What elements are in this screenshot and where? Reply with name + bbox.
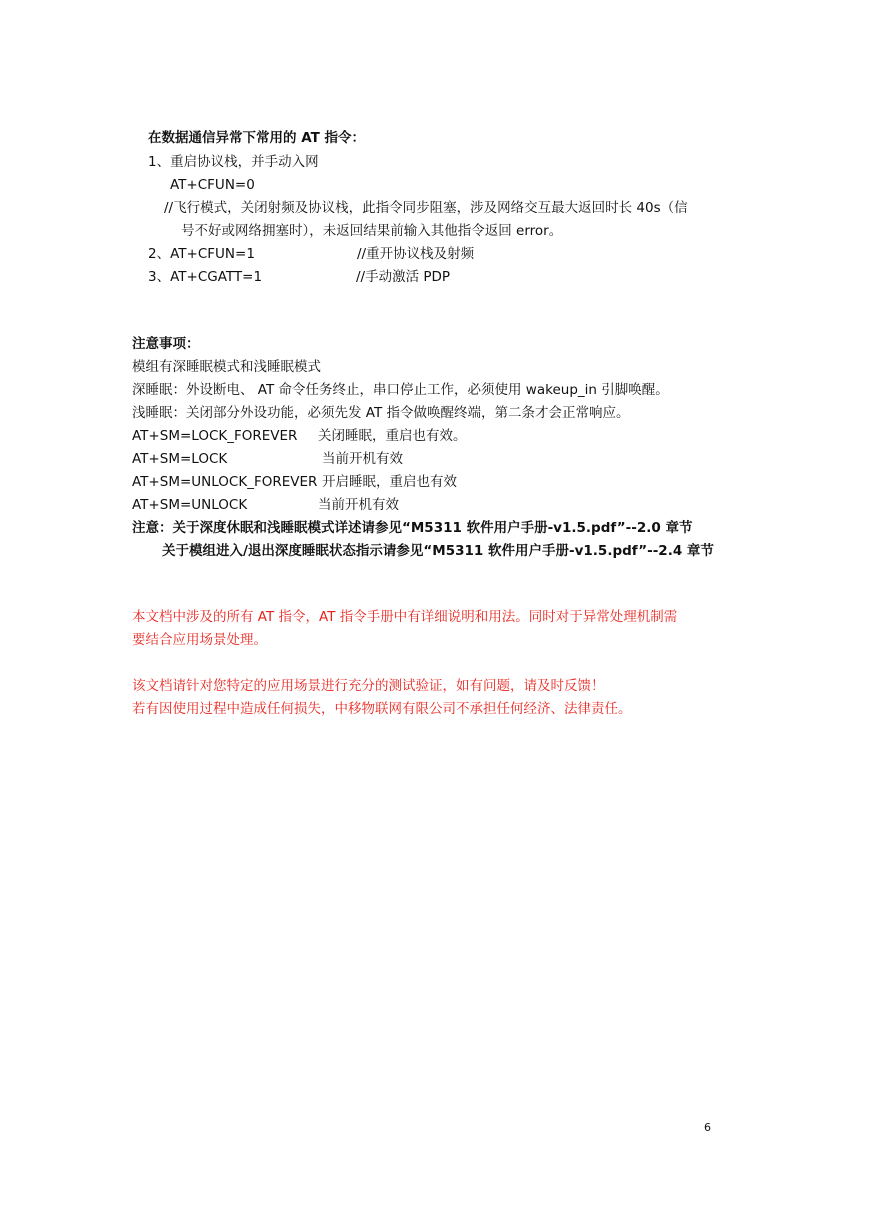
red-note-line3: 该文档请针对您特定的应用场景进行充分的测试验证，如有问题，请及时反馈！: [132, 678, 605, 694]
section2-heading: 注意事项：: [132, 336, 200, 352]
command-name: AT+SM=UNLOCK: [132, 497, 248, 513]
section1-note-line1: //飞行模式，关闭射频及协议栈，此指令同步阻塞，涉及网络交互最大返回时长 40s（信: [164, 200, 688, 216]
section2-note1: 注意：关于深度休眠和浅睡眠模式详述请参见“M5311 软件用户手册-v1.5.pdf”--2.0 章节: [132, 520, 693, 536]
page-number: 6: [704, 1121, 711, 1134]
red-note-line1: 本文档中涉及的所有 AT 指令，AT 指令手册中有详细说明和用法。同时对于异常处理机制需: [132, 609, 678, 625]
section1-item3-desc: //手动激活 PDP: [356, 269, 451, 285]
section1-cmd-cfun0: AT+CFUN=0: [170, 177, 255, 193]
section1-heading: 在数据通信异常下常用的 AT 指令：: [148, 130, 366, 146]
red-note-line4: 若有因使用过程中造成任何损失，中移物联网有限公司不承担任何经济、法律责任。: [132, 701, 632, 717]
section2-note2: 关于模组进入/退出深度睡眠状态指示请参见“M5311 软件用户手册-v1.5.pdf”--2.4 章节: [162, 543, 714, 559]
section1-note-line2: 号不好或网络拥塞时），未返回结果前输入其他指令返回 error。: [181, 223, 563, 239]
command-name: AT+SM=LOCK_FOREVER: [132, 428, 298, 444]
command-desc: 当前开机有效: [318, 497, 399, 513]
section2-line3: 浅睡眠：关闭部分外设功能，必须先发 AT 指令做唤醒终端，第二条才会正常响应。: [132, 405, 630, 421]
command-name: AT+SM=UNLOCK_FOREVER: [132, 474, 318, 490]
command-name: AT+SM=LOCK: [132, 451, 228, 467]
section1-item1: 1、重启协议栈，并手动入网: [148, 154, 319, 170]
section2-line1: 模组有深睡眠模式和浅睡眠模式: [132, 359, 321, 375]
section1-item2-cmd: 2、AT+CFUN=1: [148, 246, 255, 262]
section1-item3-cmd: 3、AT+CGATT=1: [148, 269, 263, 285]
command-desc: 开启睡眠，重启也有效: [322, 474, 457, 490]
section1-item2-desc: //重开协议栈及射频: [357, 246, 475, 262]
command-desc: 关闭睡眠，重启也有效。: [318, 428, 467, 444]
red-note-line2: 要结合应用场景处理。: [132, 632, 267, 648]
command-desc: 当前开机有效: [322, 451, 403, 467]
section2-line2: 深睡眠：外设断电、 AT 命令任务终止，串口停止工作，必须使用 wakeup_in 引脚唤醒。: [132, 382, 669, 398]
